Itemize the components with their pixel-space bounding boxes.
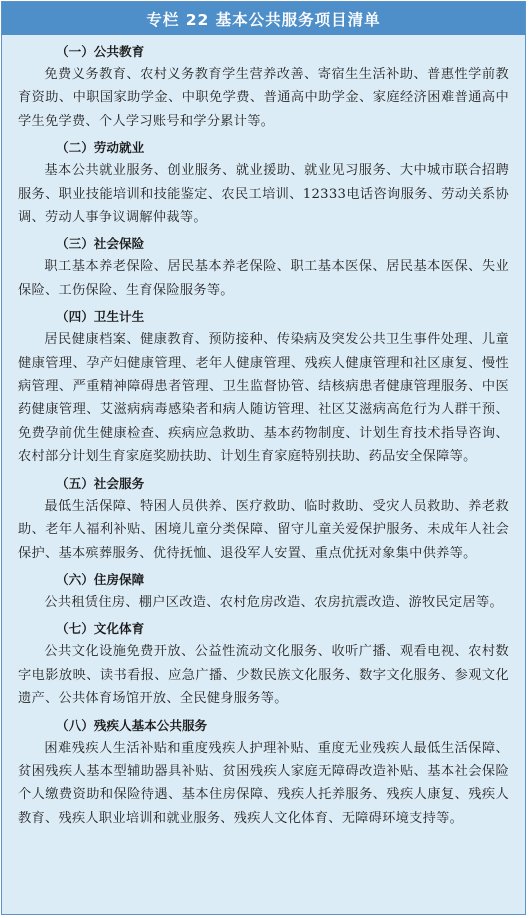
section-heading: （三）社会保险 bbox=[56, 236, 145, 252]
section-heading: （五）社会服务 bbox=[56, 475, 145, 491]
section-heading: （六）住房保障 bbox=[56, 571, 145, 587]
section-text: 最低生活保障、特困人员供养、医疗救助、临时救助、受灾人员救助、养老救助、老年人福利补贴、困境儿童分类保障、留守儿童关爱保护服务、未成年人社会保护、基本殡葬服务、优待抚恤、退役军人安置、重点优抚对象集中供养等。 bbox=[18, 498, 509, 561]
section-heading: （四）卫生计生 bbox=[56, 309, 145, 325]
section-heading: （一）公共教育 bbox=[56, 44, 145, 59]
section-heading: （二）劳动就业 bbox=[56, 140, 145, 156]
section-heading: （八）残疾人基本公共服务 bbox=[56, 717, 208, 733]
column-title: 专栏 22 基本公共服务项目清单 bbox=[2, 2, 525, 35]
section-text: 基本公共就业服务、创业服务、就业援助、就业见习服务、大中城市联合招聘服务、职业技能培训和技能鉴定、农民工培训、12333电话咨询服务、劳动关系协调、劳动人事争议调解仲裁等。 bbox=[18, 163, 509, 226]
section-social-insurance bbox=[18, 233, 509, 302]
section-text: 困难残疾人生活补贴和重度残疾人护理补贴、重度无业残疾人最低生活保障、贫困残疾人基本型辅助器具补贴、贫困残疾人家庭无障碍改造补贴、基本社会保险个人缴费资助和保险待遇、基本住房保障、残疾人托养服务、残疾人康复、残疾人教育、残疾人职业培训和就业服务、残疾人文化体育、无障碍环境支持等。 bbox=[18, 740, 509, 826]
section-text: 免费义务教育、农村义务教育学生营养改善、寄宿生生活补助、普惠性学前教育资助、中职国家助学金、中职免学费、普通高中助学金、家庭经济困难普通高中学生免学费、个人学习账号和学分累计等。 bbox=[18, 67, 509, 129]
section-text: 职工基本养老保险、居民基本养老保险、职工基本医保、居民基本医保、失业保险、工伤保险、生育保险服务等。 bbox=[18, 259, 509, 298]
section-social-services bbox=[18, 473, 509, 565]
section-health-family-planning bbox=[18, 306, 509, 468]
section-labor-employment bbox=[18, 137, 509, 229]
section-text: 居民健康档案、健康教育、预防接种、传染病及突发公共卫生事件处理、儿童健康管理、孕产妇健康管理、老年人健康管理、残疾人健康管理和社区康复、慢性病管理、严重精神障碍患者管理、卫生监督协管、结核病患者健康管理服务、中医药健康管理、艾滋病病毒感染者和病人随访管理、社区艾滋病高危行为人群干预、免费孕前优生健康检查、疾病应急救助、基本药物制度、计划生育技术指导咨询、农村部分计划生育家庭奖励扶助、计划生育家庭特别扶助、药品安全保障等。 bbox=[18, 332, 509, 465]
section-heading: （七）文化体育 bbox=[56, 621, 145, 637]
section-culture-sports bbox=[18, 618, 509, 710]
column-panel bbox=[1, 1, 526, 915]
section-housing-security bbox=[18, 569, 509, 614]
section-public-education bbox=[18, 41, 509, 133]
section-text: 公共文化设施免费开放、公益性流动文化服务、收听广播、观看电视、农村数字电影放映、读书看报、应急广播、少数民族文化服务、数字文化服务、参观文化遗产、公共体育场馆开放、全民健身服务等。 bbox=[18, 644, 509, 707]
section-disability-services bbox=[18, 715, 509, 831]
column-content bbox=[2, 35, 525, 830]
section-text: 公共租赁住房、棚户区改造、农村危房改造、农房抗震改造、游牧民定居等。 bbox=[44, 594, 503, 610]
